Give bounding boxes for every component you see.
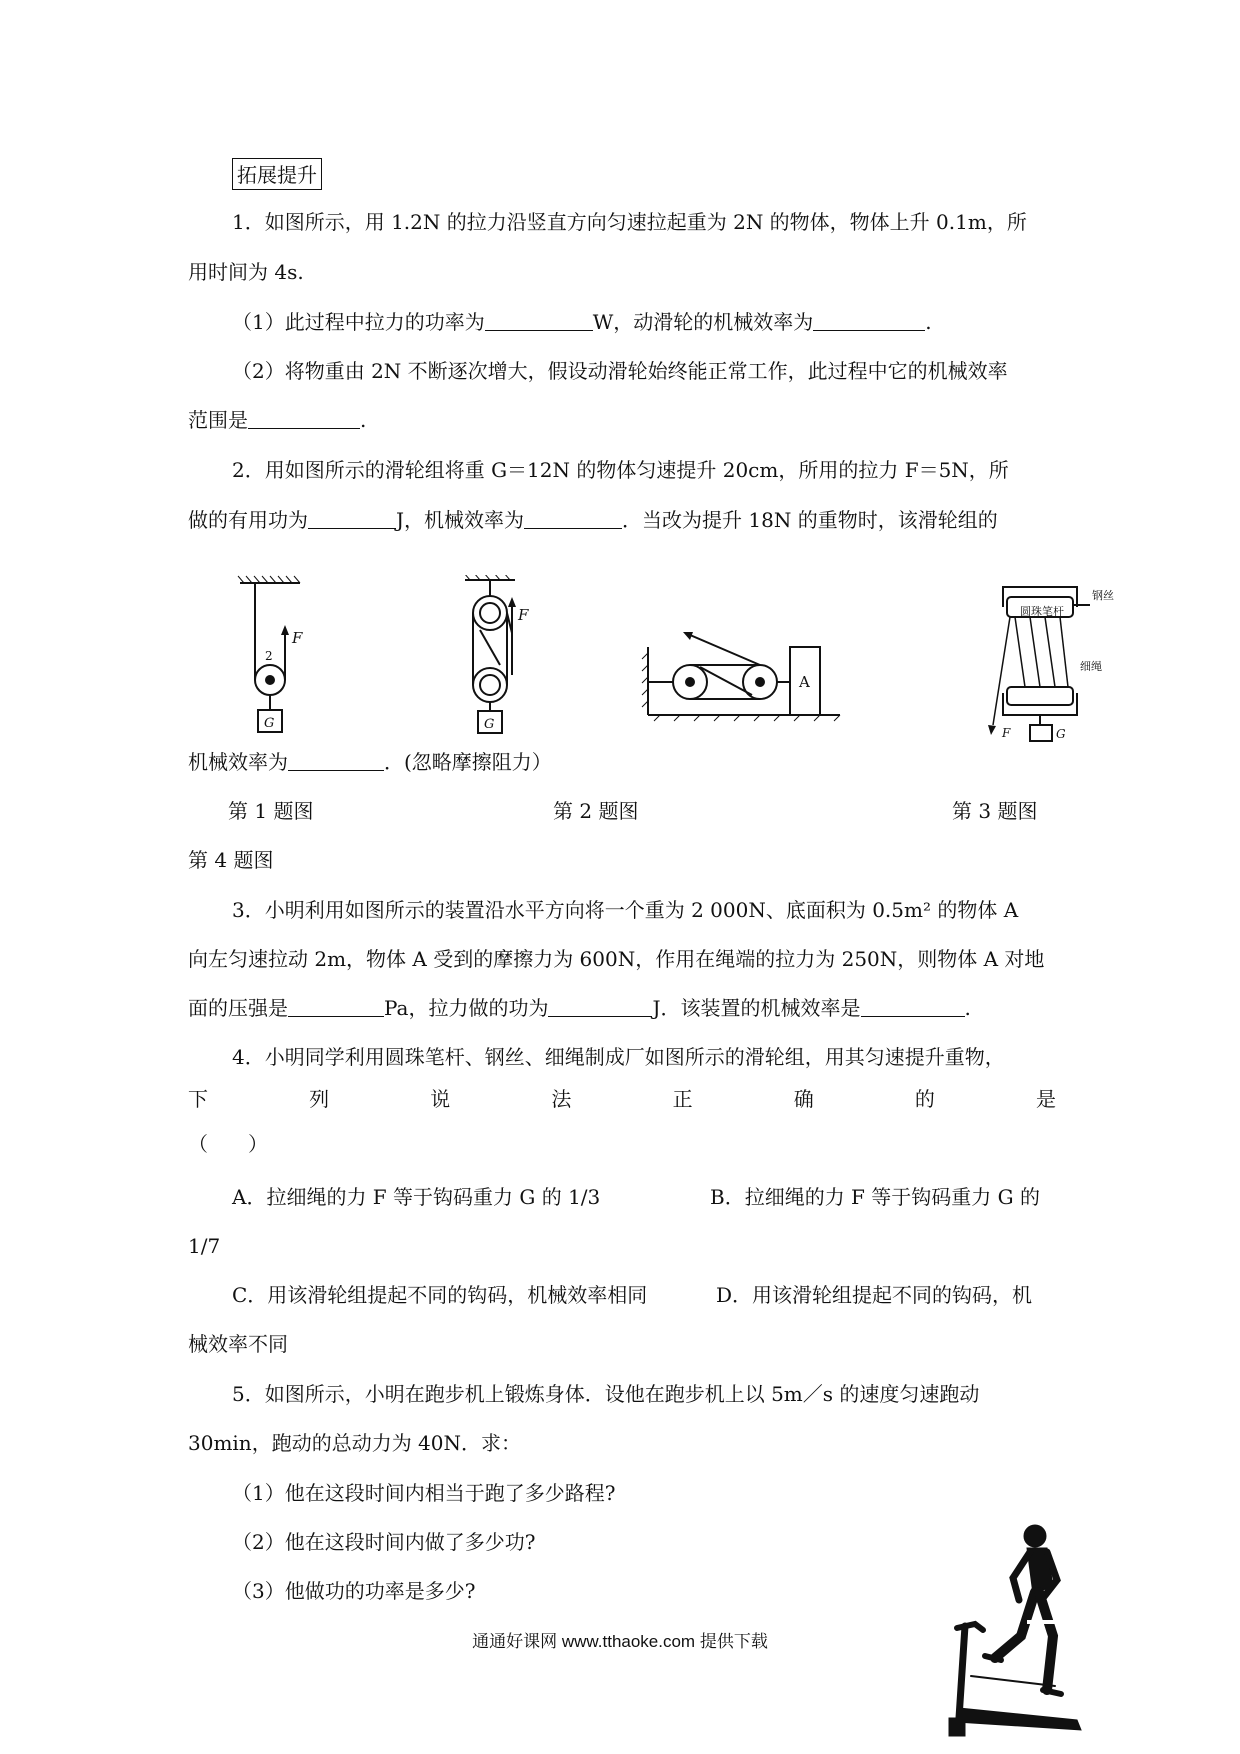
- answer-blank[interactable]: [524, 506, 622, 529]
- q3-line3-text-c: J．该装置的机械效率是: [652, 996, 861, 1020]
- q4-word: 法: [551, 1087, 572, 1111]
- figure-3-horizontal-pulley: [642, 632, 840, 721]
- q1-sub1-text-a: （1）此过程中拉力的功率为: [232, 310, 485, 334]
- q4-word: 是: [1035, 1087, 1056, 1111]
- q3-line3-text-b: Pa，拉力做的功为: [384, 996, 549, 1020]
- q4-option-b: B．拉细绳的力 F 等于钩码重力 G 的: [710, 1185, 1040, 1209]
- q4-option-b-continued: 1/7: [188, 1234, 221, 1258]
- fig2-force-label: F: [518, 606, 529, 624]
- section-title: 拓展提升: [232, 158, 322, 190]
- answer-blank[interactable]: [248, 406, 360, 429]
- figure-caption-2: 第 2 题图: [553, 799, 639, 823]
- q4-line1: 4．小明同学利用圆珠笔杆、钢丝、细绳制成厂如图所示的滑轮组，用其匀速提升重物，: [232, 1045, 1005, 1069]
- figure-caption-1: 第 1 题图: [228, 799, 314, 823]
- q5-sub2: （2）他在这段时间内做了多少功?: [232, 1530, 536, 1554]
- q1-sub2-text-b: .: [360, 408, 367, 432]
- fig1-number-label: 2: [265, 649, 273, 663]
- fig2-weight-label: G: [484, 717, 495, 732]
- q1-line1: 1．如图所示，用 1.2N 的拉力沿竖直方向匀速拉起重为 2N 的物体，物体上升 0.1m，所: [232, 210, 1027, 234]
- q4-option-a: A．拉细绳的力 F 等于钩码重力 G 的 1/3: [232, 1185, 601, 1209]
- q2-line2-text-a: 做的有用功为: [188, 508, 308, 532]
- figure-caption-3: 第 3 题图: [952, 799, 1038, 823]
- q4-word: 说: [430, 1087, 451, 1111]
- q2-line1: 2．用如图所示的滑轮组将重 G＝12N 的物体匀速提升 20cm，所用的拉力 F＝5N，所: [232, 458, 1009, 482]
- q1-sub1-text-b: W，动滑轮的机械效率为: [592, 310, 814, 334]
- figure-caption-4: 第 4 题图: [188, 848, 274, 872]
- answer-blank[interactable]: [288, 994, 384, 1017]
- q4-line2-spread: [188, 1085, 1056, 1113]
- q2-line2-text-b: J，机械效率为: [396, 508, 525, 532]
- q4-option-d-continued: 械效率不同: [188, 1332, 288, 1356]
- q5-sub1: （1）他在这段时间内相当于跑了多少路程?: [232, 1481, 616, 1505]
- answer-blank[interactable]: [288, 748, 384, 771]
- q5-sub3: （3）他做功的功率是多少?: [232, 1579, 476, 1603]
- q3-line2: 向左匀速拉动 2m，物体 A 受到的摩擦力为 600N，作用在绳端的拉力为 250N，则物体 A 对地: [188, 947, 1045, 971]
- fig4-pen-label: 圆珠笔杆: [1020, 605, 1064, 618]
- fig1-force-label: F: [292, 629, 303, 647]
- q4-option-c: C．用该滑轮组提起不同的钩码，机械效率相同: [232, 1283, 648, 1307]
- q4-answer-parens: （ ）: [188, 1132, 268, 1156]
- q1-sub2-text-a: 范围是: [188, 408, 248, 432]
- q3-line1: 3．小明利用如图所示的装置沿水平方向将一个重为 2 000N、底面积为 0.5m² 的物体 A: [232, 898, 1019, 922]
- q4-word: 正: [672, 1087, 693, 1111]
- q2-line3: [188, 748, 552, 776]
- q4-word: 的: [914, 1087, 935, 1111]
- answer-blank[interactable]: [813, 308, 925, 331]
- fig4-wire-label: 钢丝: [1092, 589, 1114, 602]
- q5-line1: 5．如图所示，小明在跑步机上锻炼身体．设他在跑步机上以 5m／s 的速度匀速跑动: [232, 1382, 980, 1406]
- q1-sub2-line1: （2）将物重由 2N 不断逐次增大，假设动滑轮始终能正常工作，此过程中它的机械效率: [232, 359, 1008, 383]
- q3-line3: [188, 994, 971, 1022]
- q2-line2-text-c: ．当改为提升 18N 的重物时，该滑轮组的: [622, 508, 998, 532]
- q4-word: 列: [309, 1087, 330, 1111]
- q1-sub1: [232, 308, 932, 336]
- answer-blank[interactable]: [485, 308, 593, 331]
- page-footer: 通通好课网 www.tthaoke.com 提供下载: [472, 1632, 768, 1651]
- q3-line3-text-a: 面的压强是: [188, 996, 288, 1020]
- fig4-rope-label: 细绳: [1080, 660, 1102, 673]
- q4-word: 下: [188, 1087, 208, 1111]
- fig1-weight-label: G: [264, 716, 275, 731]
- q5-line2: 30min，跑动的总动力为 40N．求：: [188, 1431, 521, 1455]
- q1-sub1-text-c: .: [925, 310, 932, 334]
- q3-line3-text-d: .: [964, 996, 971, 1020]
- figure-2-pulley-block: [464, 575, 516, 733]
- fig4-force-label: F: [1002, 726, 1011, 740]
- figures-row: [0, 575, 1240, 755]
- fig3-block-label: A: [799, 673, 810, 691]
- fig4-weight-label: G: [1056, 727, 1066, 741]
- q1-line2: 用时间为 4s.: [188, 260, 304, 284]
- q1-sub2-line2: [188, 406, 366, 434]
- q4-word: 确: [793, 1087, 814, 1111]
- q2-line3-text-b: ．(忽略摩擦阻力）: [384, 750, 552, 774]
- q2-line2: [188, 506, 998, 534]
- q2-line3-text-a: 机械效率为: [188, 750, 288, 774]
- answer-blank[interactable]: [548, 994, 652, 1017]
- answer-blank[interactable]: [861, 994, 965, 1017]
- q4-option-d: D．用该滑轮组提起不同的钩码，机: [716, 1283, 1033, 1307]
- answer-blank[interactable]: [308, 506, 396, 529]
